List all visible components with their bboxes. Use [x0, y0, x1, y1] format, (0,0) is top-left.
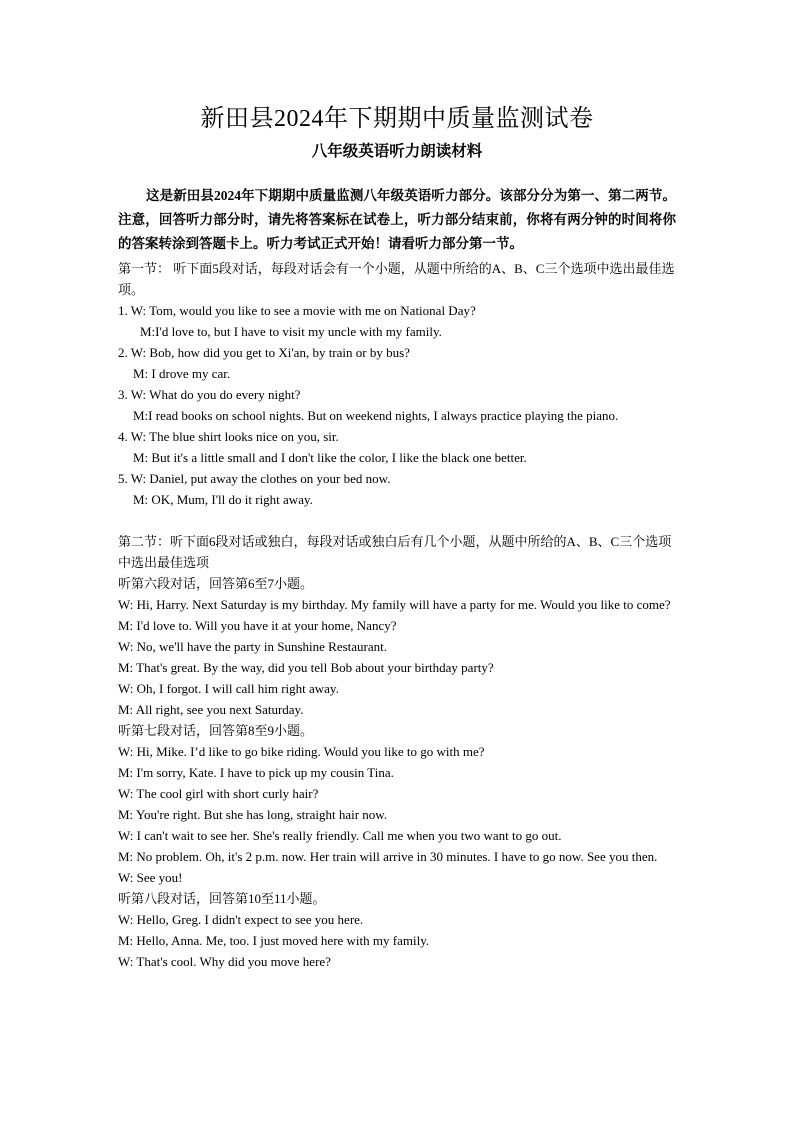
- document-subtitle: 八年级英语听力朗读材料: [311, 143, 483, 160]
- transcript-line: W: No, we'll have the party in Sunshine Restaurant.: [118, 639, 388, 654]
- transcript-line: 听第六段对话，回答第6至7小题。: [118, 576, 314, 591]
- dialog-3-w: 3. W: What do you do every night?: [118, 387, 301, 402]
- transcript-line: M: All right, see you next Saturday.: [118, 702, 304, 717]
- transcript-line: W: Hi, Mike. I’d like to go bike riding. Would you like to go with me?: [118, 744, 485, 759]
- dialog-1-m: M:I'd love to, but I have to visit my uncle with my family.: [140, 324, 442, 339]
- section2-heading: 第二节：听下面6段对话或独白，每段对话或独白后有几个小题，从题中所给的A、B、C三个选项中选出最佳选项: [118, 534, 672, 570]
- transcript-line: W: That's cool. Why did you move here?: [118, 954, 331, 969]
- dialog-2-w: 2. W: Bob, how did you get to Xi'an, by train or by bus?: [118, 345, 410, 360]
- dialog-4-w: 4. W: The blue shirt looks nice on you, sir.: [118, 429, 339, 444]
- transcript-line: W: Hello, Greg. I didn't expect to see you here.: [118, 912, 364, 927]
- dialog-1-w: 1. W: Tom, would you like to see a movie with me on National Day?: [118, 303, 476, 318]
- intro-paragraph: 这是新田县2024年下期期中质量监测八年级英语听力部分。该部分分为第一、第二两节。注意，回答听力部分时，请先将答案标在试卷上，听力部分结束前，你将有两分钟的时间将你的答案转涂到答题卡上。听力考试正式开始！请看听力部分第一节。: [118, 188, 676, 251]
- document-body: [118, 258, 678, 972]
- transcript-line: W: I can't wait to see her. She's really friendly. Call me when you two want to go out.: [118, 828, 562, 843]
- transcript-line: M: No problem. Oh, it's 2 p.m. now. Her train will arrive in 30 minutes. I have to go now. See you then.: [118, 849, 658, 864]
- transcript-line: W: See you!: [118, 870, 183, 885]
- dialog-5-w: 5. W: Daniel, put away the clothes on your bed now.: [118, 471, 391, 486]
- dialog-4-m: M: But it's a little small and I don't like the color, I like the black one better.: [133, 450, 527, 465]
- transcript-line: M: I'd love to. Will you have it at your home, Nancy?: [118, 618, 397, 633]
- dialog-2-m: M: I drove my car.: [133, 366, 231, 381]
- section1-heading: 第一节： 听下面5段对话，每段对话会有一个小题，从题中所给的A、B、C三个选项中选出最佳选项。: [118, 261, 675, 297]
- transcript-line: W: Oh, I forgot. I will call him right away.: [118, 681, 339, 696]
- transcript-line: M: That's great. By the way, did you tell Bob about your birthday party?: [118, 660, 494, 675]
- transcript-line: W: The cool girl with short curly hair?: [118, 786, 319, 801]
- transcript-line: 听第八段对话，回答第10至11小题。: [118, 891, 326, 906]
- dialog-3-m: M:I read books on school nights. But on weekend nights, I always practice playing the piano.: [133, 408, 619, 423]
- section-spacer: [118, 510, 678, 531]
- document-title: 新田县2024年下期期中质量监测试卷: [200, 106, 594, 132]
- transcript-line: M: Hello, Anna. Me, too. I just moved here with my family.: [118, 933, 430, 948]
- transcript-line: M: You're right. But she has long, straight hair now.: [118, 807, 388, 822]
- transcript-line: W: Hi, Harry. Next Saturday is my birthday. My family will have a party for me. Would you like to come?: [118, 597, 671, 612]
- dialog-5-m: M: OK, Mum, I'll do it right away.: [133, 492, 313, 507]
- transcript-line: 听第七段对话，回答第8至9小题。: [118, 723, 314, 738]
- transcript-line: M: I'm sorry, Kate. I have to pick up my cousin Tina.: [118, 765, 394, 780]
